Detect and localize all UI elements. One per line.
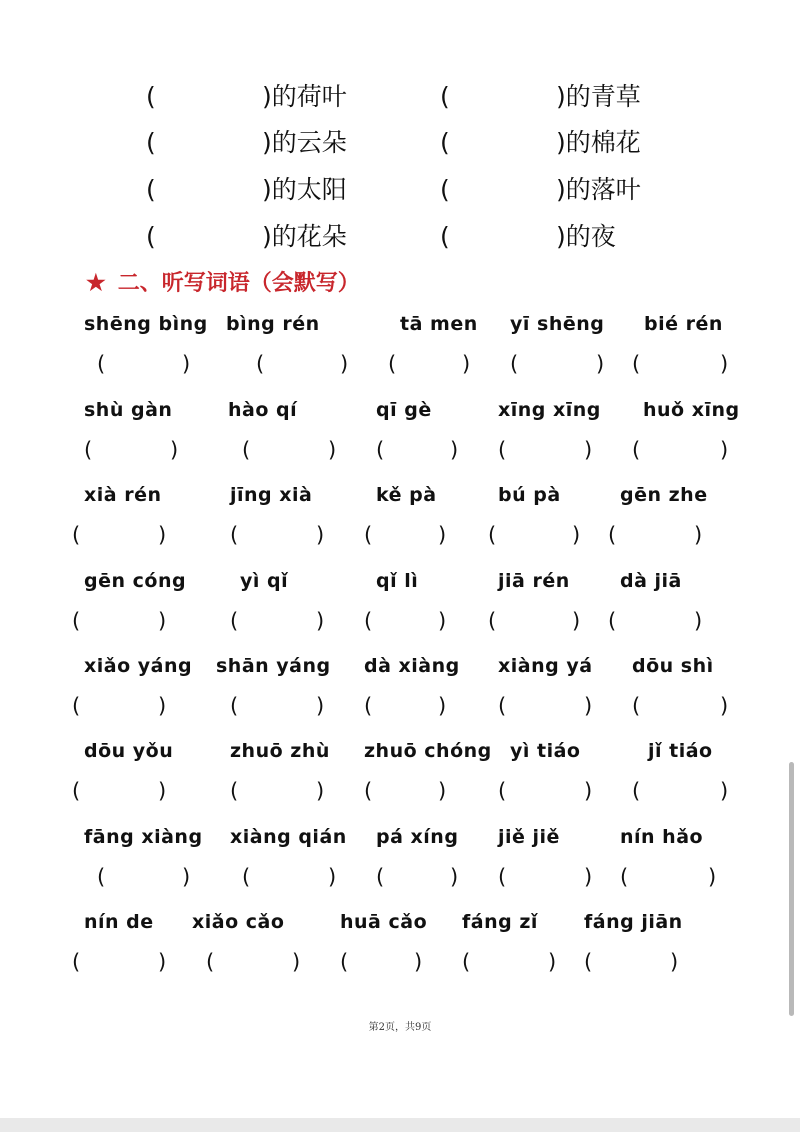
answer-blank-close-paren: ) xyxy=(720,438,729,462)
answer-blank-close-paren: ) xyxy=(670,950,679,974)
answer-blank-close-paren: ) xyxy=(450,865,459,889)
answer-blank-open-paren: ( xyxy=(462,950,471,974)
answer-blank-close-paren: ) xyxy=(158,950,167,974)
blank-open-paren: ( xyxy=(146,175,156,204)
answer-blank-close-paren: ) xyxy=(340,352,349,376)
answer-blank-close-paren: ) xyxy=(720,352,729,376)
pinyin-word: hào qí xyxy=(228,399,298,421)
pinyin-word: jīng xià xyxy=(230,484,313,506)
answer-blank-open-paren: ( xyxy=(376,865,385,889)
answer-blank-close-paren: ) xyxy=(584,438,593,462)
answer-blank-open-paren: ( xyxy=(72,779,81,803)
answer-blank-open-paren: ( xyxy=(230,779,239,803)
pinyin-word: gēn cóng xyxy=(84,570,187,592)
section-title xyxy=(86,266,360,297)
answer-blank-close-paren: ) xyxy=(414,950,423,974)
answer-blank-close-paren: ) xyxy=(694,523,703,547)
phrase-label: )的云朵 xyxy=(262,128,347,157)
answer-blank-close-paren: ) xyxy=(584,694,593,718)
pinyin-word: bìng rén xyxy=(226,313,320,335)
answer-blank-close-paren: ) xyxy=(438,523,447,547)
answer-blank-open-paren: ( xyxy=(364,694,373,718)
blank-open-paren: ( xyxy=(146,222,156,251)
pinyin-word: dà xiàng xyxy=(364,655,460,677)
answer-blank-close-paren: ) xyxy=(720,694,729,718)
answer-blank-open-paren: ( xyxy=(498,865,507,889)
answer-blank-open-paren: ( xyxy=(72,950,81,974)
answer-blank-close-paren: ) xyxy=(182,865,191,889)
answer-blank-open-paren: ( xyxy=(620,865,629,889)
answer-blank-open-paren: ( xyxy=(72,694,81,718)
answer-blank-close-paren: ) xyxy=(450,438,459,462)
answer-blank-open-paren: ( xyxy=(608,609,617,633)
answer-blank-open-paren: ( xyxy=(340,950,349,974)
pinyin-word: xià rén xyxy=(84,484,162,506)
answer-blank-close-paren: ) xyxy=(158,779,167,803)
answer-blank-open-paren: ( xyxy=(242,438,251,462)
pinyin-word: qǐ lì xyxy=(376,570,419,592)
pinyin-word: huǒ xīng xyxy=(643,399,740,421)
answer-blank-open-paren: ( xyxy=(608,523,617,547)
pinyin-word: nín de xyxy=(84,911,154,933)
answer-blank-close-paren: ) xyxy=(694,609,703,633)
answer-blank-close-paren: ) xyxy=(720,779,729,803)
answer-blank-close-paren: ) xyxy=(548,950,557,974)
pinyin-word: xiàng qián xyxy=(230,826,347,848)
answer-blank-open-paren: ( xyxy=(242,865,251,889)
pinyin-word: jiā rén xyxy=(498,570,570,592)
answer-blank-close-paren: ) xyxy=(572,523,581,547)
pinyin-word: tā men xyxy=(400,313,478,335)
pinyin-word: nín hǎo xyxy=(620,826,704,848)
pinyin-word: bú pà xyxy=(498,484,561,506)
answer-blank-open-paren: ( xyxy=(510,352,519,376)
answer-blank-close-paren: ) xyxy=(170,438,179,462)
answer-blank-close-paren: ) xyxy=(292,950,301,974)
answer-blank-open-paren: ( xyxy=(364,523,373,547)
answer-blank-close-paren: ) xyxy=(182,352,191,376)
pinyin-word: xiǎo cǎo xyxy=(192,911,285,933)
answer-blank-close-paren: ) xyxy=(316,779,325,803)
answer-blank-open-paren: ( xyxy=(632,779,641,803)
pinyin-word: huā cǎo xyxy=(340,911,428,933)
pinyin-word: fāng xiàng xyxy=(84,826,203,848)
pinyin-word: fáng zǐ xyxy=(462,911,538,933)
phrase-label: )的太阳 xyxy=(262,175,347,204)
answer-blank-close-paren: ) xyxy=(158,523,167,547)
pinyin-word: gēn zhe xyxy=(620,484,708,506)
blank-open-paren: ( xyxy=(146,128,156,157)
answer-blank-open-paren: ( xyxy=(206,950,215,974)
blank-open-paren: ( xyxy=(440,222,450,251)
answer-blank-close-paren: ) xyxy=(462,352,471,376)
answer-blank-close-paren: ) xyxy=(438,609,447,633)
pinyin-word: xiǎo yáng xyxy=(84,655,193,677)
page-number-footer: 第2页，共9页 xyxy=(368,1022,432,1033)
pinyin-word: yì qǐ xyxy=(240,570,289,592)
answer-blank-close-paren: ) xyxy=(572,609,581,633)
blank-open-paren: ( xyxy=(146,82,156,111)
answer-blank-close-paren: ) xyxy=(158,694,167,718)
phrase-label: )的落叶 xyxy=(556,175,641,204)
answer-blank-open-paren: ( xyxy=(72,523,81,547)
answer-blank-open-paren: ( xyxy=(97,865,106,889)
pinyin-word: xīng xīng xyxy=(498,399,601,421)
answer-blank-close-paren: ) xyxy=(596,352,605,376)
pinyin-word: qī gè xyxy=(376,399,432,421)
pinyin-word: yī shēng xyxy=(510,313,605,335)
answer-blank-close-paren: ) xyxy=(438,694,447,718)
answer-blank-open-paren: ( xyxy=(72,609,81,633)
pinyin-word: shù gàn xyxy=(84,399,173,421)
section-title-text: 二、听写词语（会默写） xyxy=(117,270,360,296)
answer-blank-open-paren: ( xyxy=(488,609,497,633)
answer-blank-close-paren: ) xyxy=(438,779,447,803)
answer-blank-close-paren: ) xyxy=(316,523,325,547)
answer-blank-open-paren: ( xyxy=(230,609,239,633)
answer-blank-open-paren: ( xyxy=(498,779,507,803)
answer-blank-open-paren: ( xyxy=(84,438,93,462)
pinyin-word: xiàng yá xyxy=(498,655,593,677)
pinyin-word: jiě jiě xyxy=(498,826,560,848)
answer-blank-open-paren: ( xyxy=(632,694,641,718)
pinyin-word: shān yáng xyxy=(216,655,331,677)
phrase-label: )的青草 xyxy=(556,82,641,111)
pinyin-word: shēng bìng xyxy=(84,313,208,335)
pinyin-word: pá xíng xyxy=(376,826,459,848)
answer-blank-close-paren: ) xyxy=(328,865,337,889)
answer-blank-close-paren: ) xyxy=(584,865,593,889)
phrase-label: )的花朵 xyxy=(262,222,347,251)
pinyin-word: dōu yǒu xyxy=(84,740,174,762)
pinyin-word: yì tiáo xyxy=(510,740,581,762)
phrase-label: )的荷叶 xyxy=(262,82,347,111)
answer-blank-open-paren: ( xyxy=(376,438,385,462)
answer-blank-open-paren: ( xyxy=(498,694,507,718)
pinyin-word: fáng jiān xyxy=(584,911,683,933)
pinyin-word: bié rén xyxy=(644,313,723,335)
answer-blank-close-paren: ) xyxy=(316,694,325,718)
scrollbar-thumb[interactable] xyxy=(789,762,794,1016)
phrase-label: )的棉花 xyxy=(556,128,641,157)
answer-blank-open-paren: ( xyxy=(364,779,373,803)
answer-blank-open-paren: ( xyxy=(97,352,106,376)
pinyin-word: jǐ tiáo xyxy=(648,740,713,762)
pinyin-word: dōu shì xyxy=(632,655,714,677)
answer-blank-close-paren: ) xyxy=(584,779,593,803)
answer-blank-open-paren: ( xyxy=(388,352,397,376)
answer-blank-close-paren: ) xyxy=(708,865,717,889)
blank-open-paren: ( xyxy=(440,175,450,204)
answer-blank-close-paren: ) xyxy=(158,609,167,633)
phrase-label: )的夜 xyxy=(556,222,616,251)
star-icon: ★ xyxy=(86,270,106,296)
answer-blank-open-paren: ( xyxy=(498,438,507,462)
pinyin-word: kě pà xyxy=(376,484,437,506)
answer-blank-open-paren: ( xyxy=(632,438,641,462)
answer-blank-open-paren: ( xyxy=(364,609,373,633)
blank-open-paren: ( xyxy=(440,82,450,111)
answer-blank-close-paren: ) xyxy=(328,438,337,462)
blank-open-paren: ( xyxy=(440,128,450,157)
answer-blank-open-paren: ( xyxy=(230,694,239,718)
answer-blank-close-paren: ) xyxy=(316,609,325,633)
answer-blank-open-paren: ( xyxy=(584,950,593,974)
answer-blank-open-paren: ( xyxy=(488,523,497,547)
answer-blank-open-paren: ( xyxy=(632,352,641,376)
answer-blank-open-paren: ( xyxy=(256,352,265,376)
pinyin-word: dà jiā xyxy=(620,570,682,592)
pinyin-word: zhuō zhù xyxy=(230,740,330,762)
answer-blank-open-paren: ( xyxy=(230,523,239,547)
pinyin-word: zhuō chóng xyxy=(364,740,492,762)
